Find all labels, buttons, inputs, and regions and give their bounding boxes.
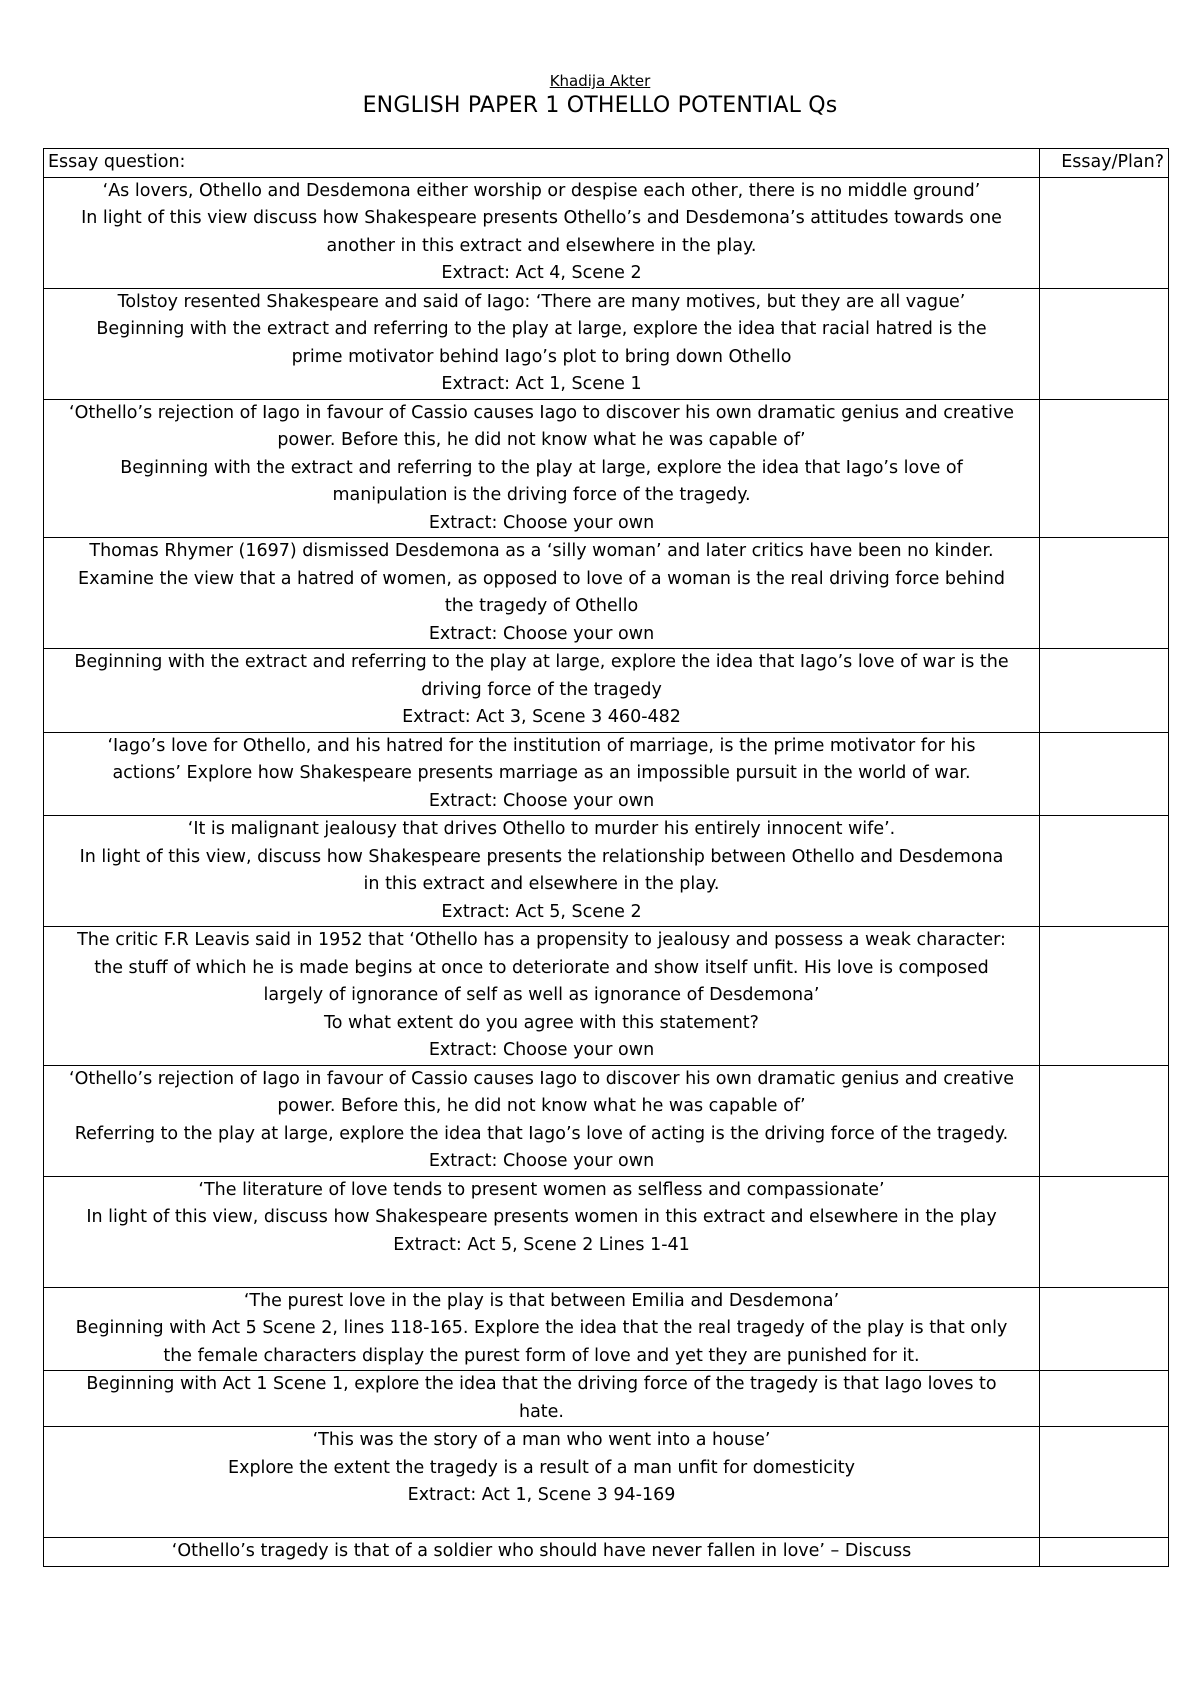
question-line: Beginning with the extract and referring to the play at large, explore the idea that Iago’s love of war is the	[74, 652, 1009, 672]
essay-plan-cell[interactable]	[1040, 288, 1169, 399]
question-cell	[44, 816, 1040, 927]
essay-plan-cell[interactable]	[1040, 1065, 1169, 1176]
question-line: Thomas Rhymer (1697) dismissed Desdemona as a ‘silly woman’ and later critics have been no kinder.	[89, 541, 994, 561]
question-line: the female characters display the purest form of love and yet they are punished for it.	[163, 1345, 920, 1366]
question-line: Beginning with Act 1 Scene 1, explore the idea that the driving force of the tragedy is that Iago loves to	[86, 1374, 997, 1394]
question-cell	[44, 927, 1040, 1066]
question-line: Extract: Choose your own	[428, 623, 655, 644]
question-row	[44, 1287, 1169, 1371]
question-line: Beginning with the extract and referring to the play at large, explore the idea that racial hatred is the	[96, 319, 987, 339]
blank-line	[48, 1510, 1035, 1538]
question-cell	[44, 399, 1040, 538]
question-line: Extract: Choose your own	[428, 1151, 655, 1171]
essay-plan-cell[interactable]	[1040, 1287, 1169, 1371]
question-cell	[44, 1176, 1040, 1287]
question-row	[44, 816, 1169, 927]
essay-plan-cell[interactable]	[1040, 732, 1169, 816]
question-line: driving force of the tragedy	[421, 679, 662, 700]
blank-line	[48, 1259, 1035, 1287]
question-line: largely of ignorance of self as well as ignorance of Desdemona’	[263, 985, 820, 1005]
question-line: ‘This was the story of a man who went into a house’	[312, 1430, 771, 1450]
question-line: In light of this view, discuss how Shakespeare presents women in this extract and elsewhere in the play	[86, 1207, 997, 1227]
question-line: ‘Othello’s rejection of Iago in favour of Cassio causes Iago to discover his own dramatic genius and creative	[69, 1068, 1014, 1089]
question-line: power. Before this, he did not know what he was capable of’	[277, 1096, 806, 1116]
question-cell	[44, 1538, 1040, 1567]
essay-question-header: Essay question:	[44, 149, 1040, 178]
table-header-row	[44, 149, 1169, 178]
essay-plan-cell[interactable]	[1040, 177, 1169, 288]
question-line: ‘The purest love in the play is that between Emilia and Desdemona’	[243, 1290, 840, 1311]
question-line: in this extract and elsewhere in the play.	[363, 874, 720, 894]
question-row	[44, 927, 1169, 1066]
question-line: hate.	[518, 1401, 564, 1422]
essay-plan-cell[interactable]	[1040, 1427, 1169, 1538]
question-row	[44, 649, 1169, 733]
question-line: the stuff of which he is made begins at once to deteriorate and show itself unfit. His love is composed	[94, 957, 989, 978]
essay-plan-cell[interactable]	[1040, 538, 1169, 649]
question-line: Extract: Choose your own	[428, 790, 655, 811]
question-line: the tragedy of Othello	[444, 596, 639, 616]
question-line: ‘The literature of love tends to present women as selfless and compassionate’	[198, 1179, 885, 1200]
question-row	[44, 538, 1169, 649]
question-line: The critic F.R Leavis said in 1952 that ‘Othello has a propensity to jealousy and possess a weak character:	[77, 930, 1006, 950]
question-line: manipulation is the driving force of the tragedy.	[332, 485, 751, 505]
question-line: ‘Othello’s tragedy is that of a soldier who should have never fallen in love’ – Discuss	[171, 1541, 912, 1561]
question-line: Tolstoy resented Shakespeare and said of Iago: ‘There are many motives, but they are all vague’	[117, 291, 966, 312]
question-row	[44, 1427, 1169, 1538]
question-row	[44, 1371, 1169, 1427]
question-line: To what extent do you agree with this statement?	[324, 1012, 759, 1033]
question-line: ‘It is malignant jealousy that drives Othello to murder his entirely innocent wife’.	[187, 819, 896, 839]
author-name: Khadija Akter	[549, 72, 651, 90]
question-row	[44, 177, 1169, 288]
question-line: another in this extract and elsewhere in the play.	[326, 235, 757, 256]
question-cell	[44, 538, 1040, 649]
question-line: ‘Iago’s love for Othello, and his hatred for the institution of marriage, is the prime motivator for his	[107, 735, 976, 756]
essay-plan-cell[interactable]	[1040, 1371, 1169, 1427]
question-line: Extract: Choose your own	[428, 512, 655, 533]
question-cell	[44, 1427, 1040, 1538]
question-cell	[44, 649, 1040, 733]
questions-table	[43, 148, 1169, 1567]
question-cell	[44, 288, 1040, 399]
question-row	[44, 1538, 1169, 1567]
question-line: Explore the extent the tragedy is a result of a man unfit for domesticity	[228, 1457, 855, 1478]
question-line: ‘As lovers, Othello and Desdemona either worship or despise each other, there is no middle ground’	[102, 180, 981, 201]
question-row	[44, 1065, 1169, 1176]
question-cell	[44, 1371, 1040, 1427]
question-row	[44, 288, 1169, 399]
question-line: Extract: Act 5, Scene 2 Lines 1-41	[393, 1234, 690, 1255]
question-line: ‘Othello’s rejection of Iago in favour of Cassio causes Iago to discover his own dramatic genius and creative	[69, 402, 1014, 423]
question-row	[44, 732, 1169, 816]
question-line: power. Before this, he did not know what he was capable of’	[277, 430, 806, 450]
question-line: actions’ Explore how Shakespeare presents marriage as an impossible pursuit in the world of war.	[112, 763, 971, 783]
question-line: Extract: Act 1, Scene 3 94-169	[407, 1485, 676, 1505]
question-line: Referring to the play at large, explore the idea that Iago’s love of acting is the driving force of the tragedy.	[74, 1123, 1009, 1144]
essay-plan-cell[interactable]	[1040, 1538, 1169, 1567]
question-line: prime motivator behind Iago’s plot to bring down Othello	[291, 346, 792, 367]
question-line: In light of this view discuss how Shakespeare presents Othello’s and Desdemona’s attitudes towards one	[81, 208, 1002, 228]
question-cell	[44, 1287, 1040, 1371]
essay-plan-cell[interactable]	[1040, 927, 1169, 1066]
question-line: Extract: Act 1, Scene 1	[441, 374, 642, 394]
question-cell	[44, 1065, 1040, 1176]
question-line: Beginning with Act 5 Scene 2, lines 118-165. Explore the idea that the real tragedy of the play is that only	[75, 1318, 1008, 1338]
question-row	[44, 399, 1169, 538]
question-row	[44, 1176, 1169, 1287]
question-line: Extract: Choose your own	[428, 1040, 655, 1060]
essay-plan-cell[interactable]	[1040, 816, 1169, 927]
question-line: Extract: Act 3, Scene 3 460-482	[402, 707, 681, 727]
question-line: Beginning with the extract and referring to the play at large, explore the idea that Iago’s love of	[120, 457, 963, 478]
question-line: In light of this view, discuss how Shakespeare presents the relationship between Othello and Desdemona	[79, 846, 1004, 867]
essay-plan-cell[interactable]	[1040, 399, 1169, 538]
essay-plan-header: Essay/Plan?	[1040, 149, 1169, 178]
page-title: ENGLISH PAPER 1 OTHELLO POTENTIAL Qs	[362, 93, 838, 118]
question-line: Extract: Act 4, Scene 2	[441, 263, 642, 283]
question-cell	[44, 732, 1040, 816]
essay-plan-cell[interactable]	[1040, 649, 1169, 733]
question-cell	[44, 177, 1040, 288]
question-line: Extract: Act 5, Scene 2	[441, 901, 642, 922]
question-line: Examine the view that a hatred of women, as opposed to love of a woman is the real driving force behind	[78, 568, 1005, 589]
essay-plan-cell[interactable]	[1040, 1176, 1169, 1287]
